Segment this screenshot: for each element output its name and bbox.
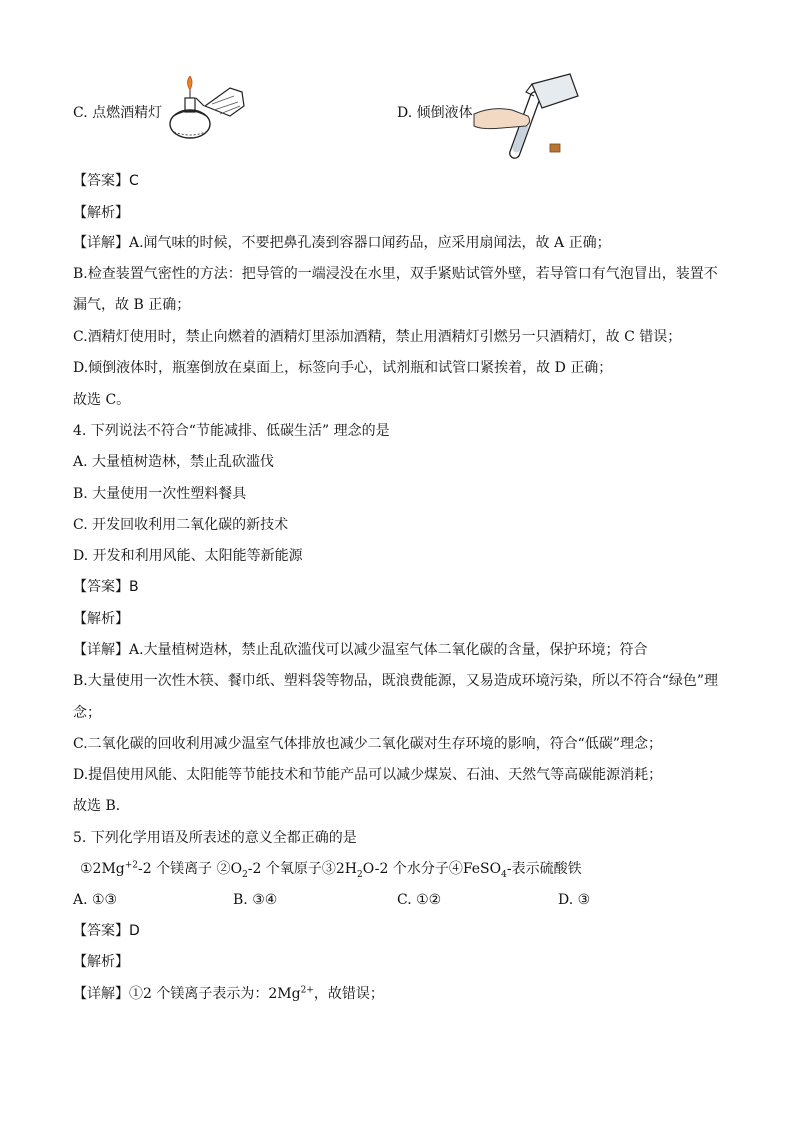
q5-item-1: ①2Mg	[80, 861, 125, 877]
q4-detail-line: 故选 B．	[73, 798, 130, 814]
q4-detail-line: B.大量使用一次性木筷、餐巾纸、塑料袋等物品，既浪费能源，又易造成环境污染，所以不符合“绿色”理	[73, 673, 719, 689]
q5-item-2-text: -2 个氧原子③2H	[247, 861, 358, 877]
q3-detail-line: 【详解】A.闻气味的时候，不要把鼻孔凑到容器口闻药品，应采用扇闻法，故 A 正确；	[73, 235, 611, 251]
q4-detail-line: C.二氧化碳的回收利用减少温室气体排放也减少二氧化碳对生存环境的影响，符合“低碳”理念；	[73, 736, 662, 752]
q5-item-4-subscript: 4	[501, 869, 507, 880]
q5-item-2-subscript: 2	[242, 869, 248, 880]
q5-item-3-text: O-2 个水分子④FeSO	[362, 861, 502, 877]
q5-stem: 5. 下列化学用语及所表述的意义全都正确的是	[73, 830, 357, 846]
q3-detail-line: C.酒精灯使用时，禁止向燃着的酒精灯里添加酒精，禁止用酒精灯引燃另一只酒精灯，故 C 错误；	[73, 329, 682, 345]
pouring-liquid-illustration	[472, 70, 582, 162]
q5-item-1-charge: +2	[124, 860, 139, 871]
q4-analysis-title: 【解析】	[73, 611, 129, 627]
q4-option-d: D. 开发和利用风能、太阳能等新能源	[73, 548, 303, 564]
q4-option-c: C. 开发回收利用二氧化碳的新技术	[73, 517, 289, 533]
option-c-label: C. 点燃酒精灯	[73, 105, 163, 121]
q3-detail-line: 漏气，故 B 正确；	[73, 297, 191, 313]
q3-detail-line: D.倾倒液体时，瓶塞倒放在桌面上，标签向手心，试剂瓶和试管口紧挨着，故 D 正确；	[73, 360, 613, 376]
q5-option-a: A. ①③	[73, 892, 118, 908]
q4-option-a: A. 大量植树造林，禁止乱砍滥伐	[73, 454, 275, 470]
q5-item-3-subscript: 2	[357, 869, 363, 880]
q5-detail-line	[73, 985, 384, 1003]
q5-detail-end: ，故错误；	[313, 986, 384, 1002]
q3-analysis-title: 【解析】	[73, 205, 129, 221]
option-d-label: D. 倾倒液体	[397, 105, 473, 121]
q5-detail-text: 【详解】①2 个镁离子表示为：2Mg	[73, 986, 301, 1002]
q5-option-d: D. ③	[558, 892, 591, 908]
q5-answer: 【答案】D	[73, 923, 140, 939]
q4-detail-line: 念；	[73, 705, 101, 721]
q3-detail-line: 故选 C。	[73, 392, 131, 408]
q4-option-b: B. 大量使用一次性塑料餐具	[73, 486, 247, 502]
q5-item-1-text: -2 个镁离子 ②O	[138, 861, 243, 877]
q5-analysis-title: 【解析】	[73, 954, 129, 970]
q4-answer: 【答案】B	[73, 579, 139, 595]
q5-option-c: C. ①②	[397, 892, 442, 908]
alcohol-lamp-illustration	[160, 76, 246, 148]
q3-detail-line: B.检查装置气密性的方法：把导管的一端浸没在水里，双手紧贴试管外壁，若导管口有气泡冒出，装置不	[73, 266, 718, 282]
q5-item-4-text: -表示硫酸铁	[506, 861, 582, 877]
q5-items	[80, 860, 582, 878]
q5-detail-charge: 2+	[300, 985, 314, 996]
q5-option-b: B. ③④	[233, 892, 278, 908]
q4-detail-line: 【详解】A.大量植树造林，禁止乱砍滥伐可以减少温室气体二氧化碳的含量，保护环境；符合	[73, 642, 648, 658]
q4-stem: 4. 下列说法不符合“节能减排、低碳生活” 理念的是	[73, 423, 390, 439]
q3-answer: 【答案】C	[73, 173, 139, 189]
q4-detail-line: D.提倡使用风能、太阳能等节能技术和节能产品可以减少煤炭、石油、天然气等高碳能源消耗；	[73, 767, 663, 783]
